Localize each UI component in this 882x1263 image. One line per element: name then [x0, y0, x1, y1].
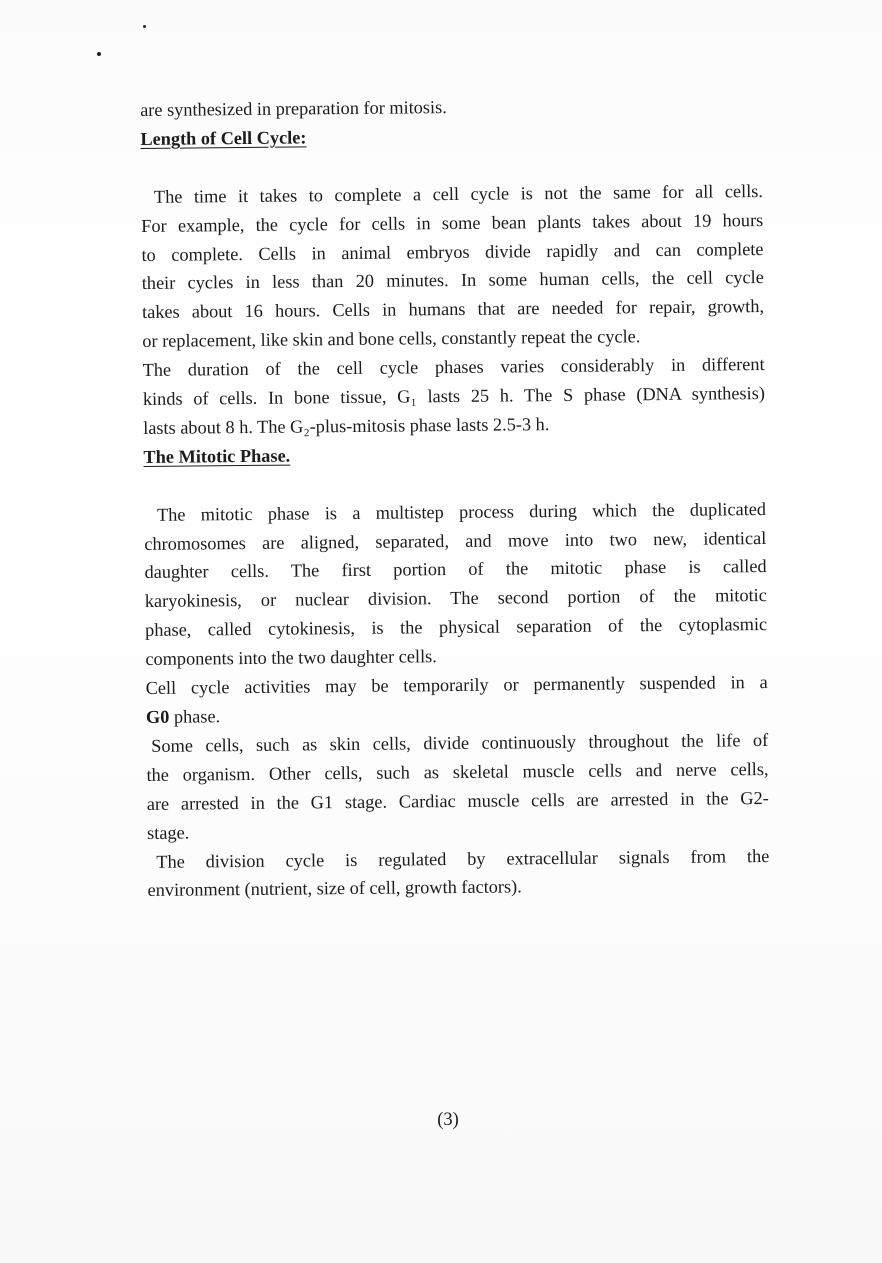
- g0-phase-text: phase.: [169, 706, 221, 727]
- body-line: are synthesized in preparation for mitosis.: [140, 97, 447, 120]
- body-line: Some cells, such as skin cells, divide continuously throughout the life of: [151, 729, 769, 756]
- body-line: environment (nutrient, size of cell, growth factors).: [147, 876, 522, 901]
- body-line: For example, the cycle for cells in some bean plants takes about 19 hours: [141, 209, 764, 236]
- body-line: takes about 16 hours. Cells in humans that are needed for repair, growth,: [141, 296, 765, 323]
- body-line: their cycles in less than 20 minutes. In some human cells, the cell cycle: [141, 267, 764, 294]
- heading-mitotic-phase: The Mitotic Phase.: [143, 445, 291, 467]
- body-line: the organism. Other cells, such as skeletal muscle cells and nerve cells,: [146, 758, 769, 785]
- body-line: chromosomes are aligned, separated, and move into two new, identical: [144, 527, 767, 554]
- body-line: kinds of cells. In bone tissue, G₁ lasts 25 h. The S phase (DNA synthesis): [142, 383, 765, 410]
- body-line: are arrested in the G1 stage. Cardiac muscle cells are arrested in the G2-: [146, 787, 769, 814]
- document-body: [140, 90, 770, 905]
- body-line: lasts about 8 h. The G₂-plus-mitosis phase lasts 2.5-3 h.: [143, 414, 550, 438]
- body-line: The duration of the cell cycle phases varies considerably in different: [142, 354, 765, 381]
- page-number: (3): [437, 1110, 459, 1130]
- body-line: daughter cells. The first portion of the mitotic phase is called: [144, 556, 767, 583]
- scan-speck: [143, 25, 146, 28]
- g0-term: G0: [145, 706, 170, 727]
- heading-length-of-cell-cycle: Length of Cell Cycle:: [140, 127, 307, 149]
- body-line: The mitotic phase is a multistep process during which the duplicated: [156, 498, 767, 525]
- body-line: The division cycle is regulated by extracellular signals from the: [156, 845, 770, 872]
- body-line: Cell cycle activities may be temporarily or permanently suspended in a: [145, 672, 768, 699]
- body-line: components into the two daughter cells.: [145, 646, 437, 670]
- body-line: or replacement, like skin and bone cells, constantly repeat the cycle.: [142, 326, 641, 352]
- body-line: The time it takes to complete a cell cycle is not the same for all cells.: [153, 180, 764, 207]
- body-line: stage.: [146, 822, 190, 843]
- body-line: karyokinesis, or nuclear division. The second portion of the mitotic: [144, 585, 767, 612]
- body-line: phase, called cytokinesis, is the physical separation of the cytoplasmic: [145, 614, 768, 641]
- body-line: to complete. Cells in animal embryos divide rapidly and can complete: [141, 238, 764, 265]
- scan-speck: [97, 52, 101, 56]
